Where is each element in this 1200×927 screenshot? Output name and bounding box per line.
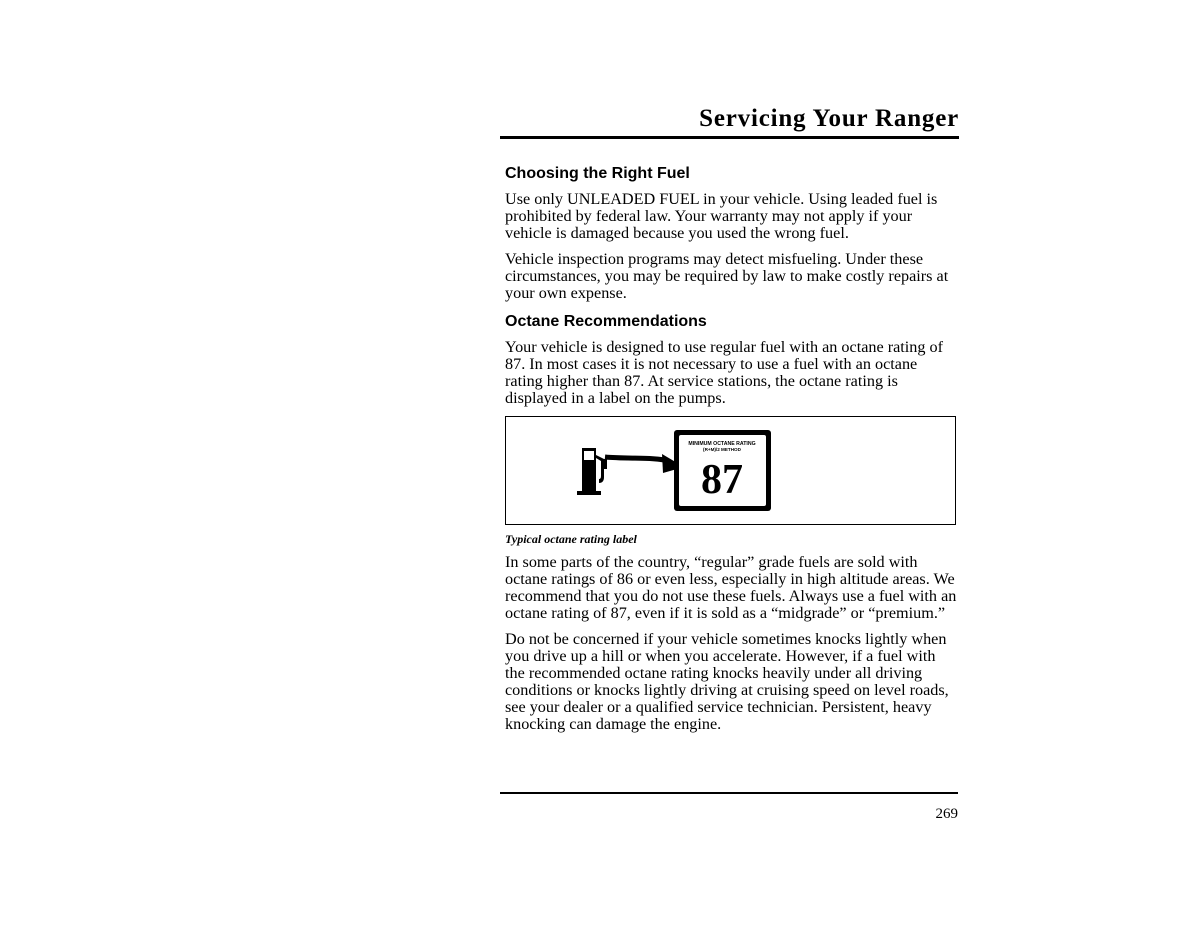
paragraph-knocking: Do not be concerned if your vehicle sometimes knocks lightly when you drive up a hill or when you accelerate. However, if a fuel with the recommended octane rating knocks heavily under all driving conditions or knocks lightly driving at cruising speed on level roads, see your dealer or a qualified service technician. Persistent, heavy knocking can damage the engine. [505, 630, 949, 733]
page-header-title: Servicing Your Ranger [699, 105, 959, 132]
arrow-icon [605, 454, 684, 473]
octane-rating-label [674, 430, 771, 511]
paragraph-unleaded: Use only UNLEADED FUEL in your vehicle. Using leaded fuel is prohibited by federal law. Your warranty may not apply if your vehicle is damaged because you used the wrong fuel. [505, 190, 938, 242]
main-content [505, 163, 957, 742]
header-rule [500, 136, 959, 139]
paragraph-inspection: Vehicle inspection programs may detect misfueling. Under these circumstances, you may be required by law to make costly repairs at your own expense. [505, 250, 949, 302]
octane-label-figure [505, 416, 956, 525]
figure-caption: Typical octane rating label [505, 532, 637, 546]
footer-rule [500, 792, 958, 794]
paragraph-octane: Your vehicle is designed to use regular fuel with an octane rating of 87. In most cases it is not necessary to use a fuel with an octane rating higher than 87. At service stations, the octane rating is displayed in a label on the pumps. [505, 338, 943, 407]
section-heading-fuel: Choosing the Right Fuel [505, 165, 690, 182]
octane-number: 87 [701, 457, 743, 503]
page-number: 269 [935, 806, 958, 822]
label-method-text: (R+M)/2 METHOD [703, 447, 741, 452]
fuel-pump-icon [577, 448, 607, 495]
paragraph-regular-grade: In some parts of the country, “regular” grade fuels are sold with octane ratings of 86 or even less, especially in high altitude areas. We recommend that you do not use these fuels. Always use a fuel with an octane rating of 87, even if it is sold as a “midgrade” or “premium.” [505, 553, 957, 622]
label-title-text: MINIMUM OCTANE RATING [688, 441, 756, 447]
octane-illustration [506, 417, 955, 524]
section-heading-octane: Octane Recommendations [505, 313, 707, 330]
